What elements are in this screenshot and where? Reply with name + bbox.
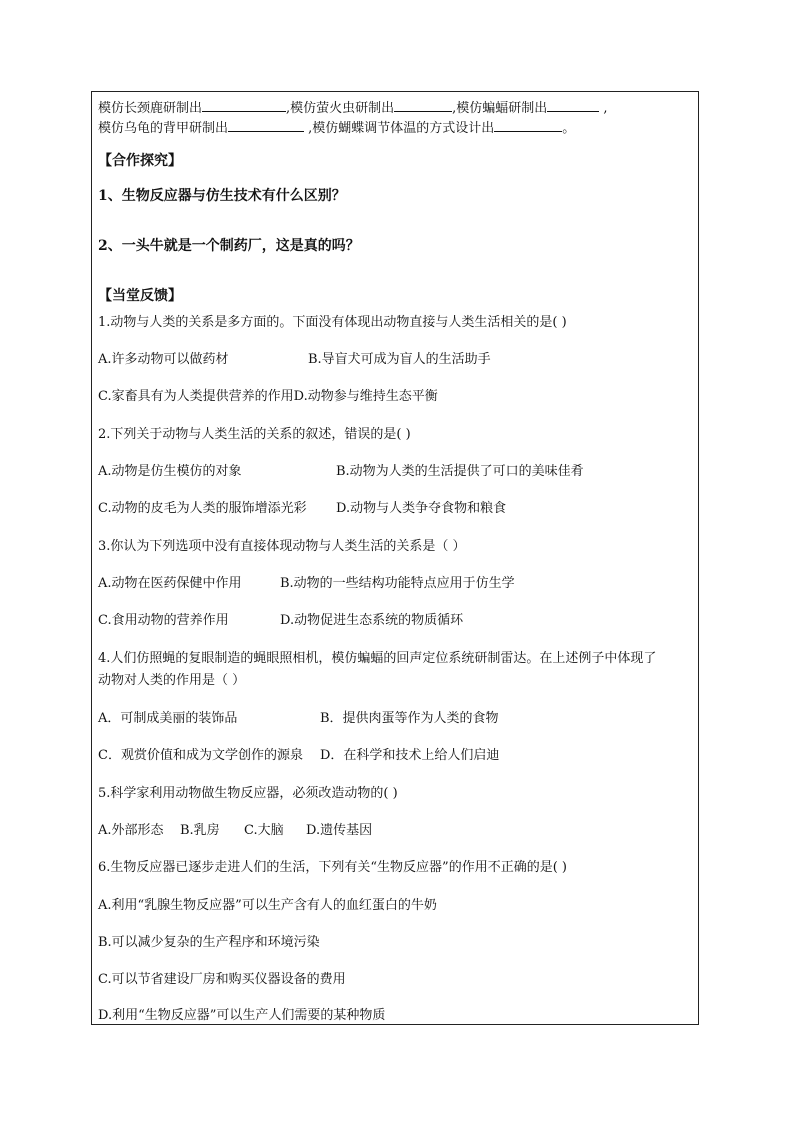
intro-text: ,	[599, 101, 608, 116]
option[interactable]: B.动物的一些结构功能特点应用于仿生学	[280, 576, 515, 591]
option[interactable]: C.动物的皮毛为人类的服饰增添光彩	[98, 501, 307, 516]
option-row	[98, 575, 515, 593]
option[interactable]: D.动物促进生态系统的物质循环	[280, 613, 464, 628]
option-row	[98, 612, 463, 630]
option[interactable]: B.导盲犬可成为盲人的生活助手	[308, 352, 491, 367]
answer-blank[interactable]	[228, 118, 304, 132]
intro-text: 。	[562, 121, 576, 136]
section-heading-feedback: 【当堂反馈】	[98, 288, 182, 304]
intro-text: 模仿乌龟的背甲研制出	[98, 121, 229, 136]
coop-question-1: 1、生物反应器与仿生技术有什么区别？	[98, 188, 346, 204]
option[interactable]: D.利用“生物反应器”可以生产人们需要的某种物质	[98, 1008, 386, 1023]
intro-text: ,模仿蝴蝶调节体温的方式设计出	[304, 121, 495, 136]
option[interactable]: D．在科学和技术上给人们启迪	[320, 748, 500, 763]
answer-blank[interactable]	[494, 118, 562, 132]
worksheet-table-cell	[91, 91, 699, 1025]
intro-text: ,模仿蝙蝠研制出	[452, 101, 548, 116]
option[interactable]: D.遗传基因	[306, 823, 373, 838]
option[interactable]: D.动物参与维持生态平衡	[293, 389, 438, 404]
option[interactable]: B.可以减少复杂的生产程序和环境污染	[98, 935, 320, 950]
answer-blank[interactable]	[394, 98, 452, 112]
option[interactable]: A．可制成美丽的装饰品	[98, 711, 238, 726]
option[interactable]: C.家畜具有为人类提供营养的作用	[98, 389, 294, 404]
option-row	[98, 388, 438, 406]
option[interactable]: C.可以节省建设厂房和购买仪器设备的费用	[98, 972, 346, 987]
option[interactable]: A.外部形态	[98, 823, 164, 838]
option[interactable]: A.动物在医药保健中作用	[98, 576, 242, 591]
question-stem: 4.人们仿照蝇的复眼制造的蝇眼照相机，模仿蝙蝠的回声定位系统研制雷达。在上述例子中体现了	[98, 651, 657, 666]
question-stem-cont: 动物对人类的作用是（ ）	[98, 673, 246, 688]
option-row	[98, 351, 491, 369]
question-stem: 6.生物反应器已逐步走进人们的生活，下列有关“生物反应器”的作用不正确的是( )	[98, 860, 567, 875]
intro-line-2	[98, 118, 575, 138]
question-stem: 2.下列关于动物与人类生活的关系的叙述，错误的是( )	[98, 427, 411, 442]
question-stem: 1.动物与人类的关系是多方面的。下面没有体现出动物直接与人类生活相关的是( )	[98, 315, 567, 330]
option[interactable]: C．观赏价值和成为文学创作的源泉	[98, 748, 303, 763]
coop-question-2: 2、一头牛就是一个制药厂，这是真的吗？	[98, 238, 360, 254]
option[interactable]: B.乳房	[180, 823, 220, 838]
answer-blank[interactable]	[202, 98, 286, 112]
option[interactable]: C.大脑	[244, 823, 284, 838]
section-heading-coop: 【合作探究】	[98, 153, 182, 169]
option[interactable]: A.利用“乳腺生物反应器”可以生产含有人的血红蛋白的牛奶	[98, 898, 437, 913]
question-stem: 5.科学家利用动物做生物反应器，必须改造动物的( )	[98, 786, 398, 801]
option[interactable]: A.许多动物可以做药材	[98, 352, 229, 367]
option[interactable]: B.动物为人类的生活提供了可口的美味佳肴	[336, 464, 584, 479]
intro-line-1	[98, 98, 608, 118]
option-row	[98, 710, 499, 728]
option-row	[98, 463, 584, 481]
answer-blank[interactable]	[547, 98, 599, 112]
option[interactable]: B．提供肉蛋等作为人类的食物	[320, 711, 499, 726]
intro-text: ,模仿萤火虫研制出	[286, 101, 395, 116]
intro-text: 模仿长颈鹿研制出	[98, 101, 203, 116]
question-stem: 3.你认为下列选项中没有直接体现动物与人类生活的关系是（ ）	[98, 539, 466, 554]
option[interactable]: D.动物与人类争夺食物和粮食	[336, 501, 507, 516]
option[interactable]: C.食用动物的营养作用	[98, 613, 229, 628]
option[interactable]: A.动物是仿生模仿的对象	[98, 464, 242, 479]
option-row	[98, 747, 499, 765]
option-row	[98, 822, 372, 840]
option-row	[98, 500, 506, 518]
